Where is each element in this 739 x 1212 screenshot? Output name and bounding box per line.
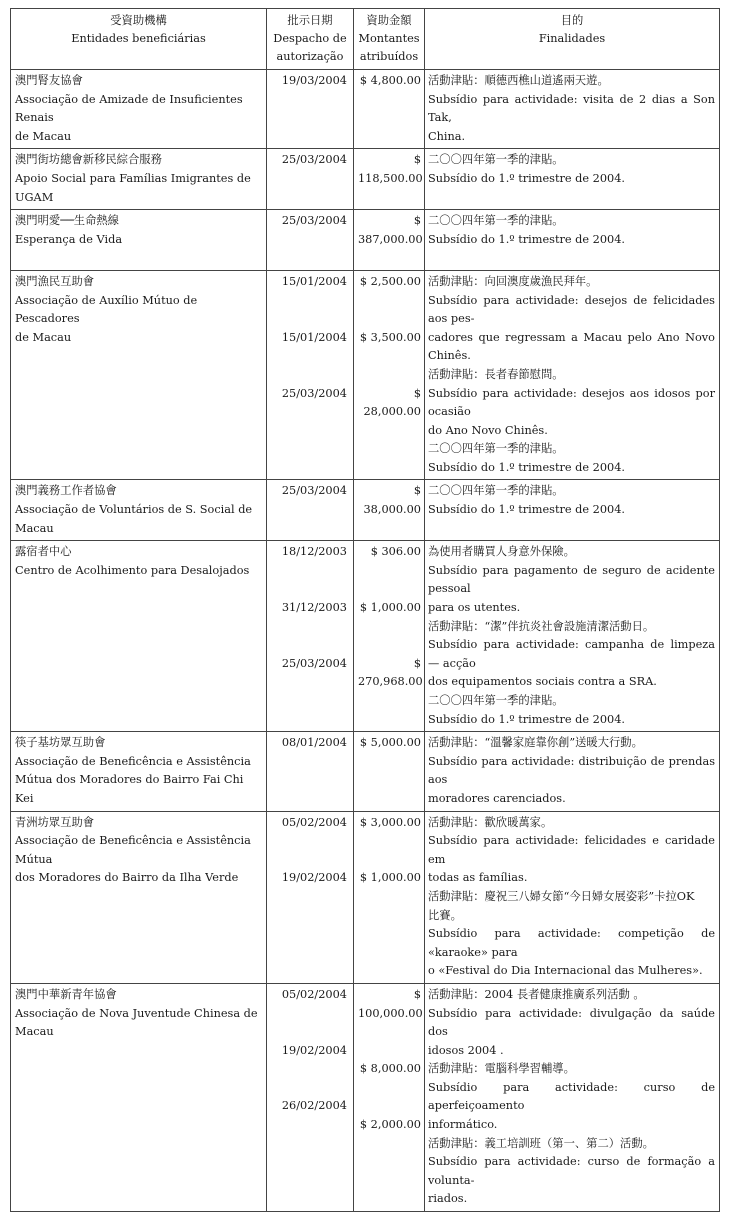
purpose-cell [425, 70, 720, 149]
entry-purpose-line: 活動津貼：向回澳度歲漁民拜年。 [428, 274, 598, 288]
subsidy-table [10, 8, 720, 1212]
header-entity-pt: Entidades beneficiárias [71, 32, 206, 45]
entry-date: 31/12/2003 [281, 601, 347, 615]
entry-purpose-line: 二〇〇四年第一季的津貼。 [428, 442, 564, 456]
entity-cell [11, 983, 267, 1211]
header-amount-pt1: Montantes [358, 32, 420, 45]
entry-date: 26/02/2004 [281, 1099, 347, 1113]
entry-date: 25/03/2004 [281, 484, 347, 498]
entry-purpose-line: Subsídio para pagamento de seguro de acidente pessoal [428, 563, 715, 596]
purpose-cell [425, 480, 720, 541]
entity-name-pt: dos Moradores do Bairro da Ilha Verde [15, 871, 239, 885]
amount-cell [354, 70, 425, 149]
entity-name-pt: Esperança de Vida [15, 232, 123, 246]
entry-purpose-line: Subsídio para actividade: felicidades e caridade em [428, 834, 715, 866]
entry-date: 05/02/2004 [281, 815, 347, 829]
entity-name-pt: Centro de Acolhimento para Desalojados [15, 563, 250, 577]
amount-cell [354, 811, 425, 983]
entry-purpose-line: Subsídio para actividade: visita de 2 dias a Son Tak, [428, 92, 715, 125]
entity-name-pt: Associação de Nova Juventude Chinesa de [15, 1006, 258, 1020]
entry-amount: $ 2,500.00 [359, 274, 421, 288]
entry-purpose-line: 活動津貼：“潔”伴抗炎社會設施清潔活動日。 [428, 619, 655, 633]
entity-name-zh: 澳門明愛──生命熱線 [15, 214, 119, 228]
entry-purpose-line: Subsídio do 1.º trimestre de 2004. [428, 712, 626, 726]
entity-cell [11, 732, 267, 811]
entry-amount: $ 8,000.00 [359, 1062, 421, 1076]
header-purpose [425, 9, 720, 70]
header-purpose-pt: Finalidades [538, 32, 606, 45]
entry-date: 25/03/2004 [281, 153, 347, 167]
entry-purpose-line: Subsídio para actividade: distribuição de prendas aos [428, 754, 715, 787]
entity-name-pt: Mútua dos Moradores do Bairro Fai Chi Kei [15, 773, 244, 805]
entity-name-pt: Associação de Beneficência e Assistência Mútua [15, 834, 251, 866]
entity-name-pt: Macau [15, 1025, 54, 1039]
entry-purpose-line: China. [428, 129, 466, 143]
table-row [11, 732, 720, 811]
date-cell [267, 270, 354, 480]
entry-amount: $ 2,000.00 [359, 1118, 421, 1132]
purpose-cell [425, 811, 720, 983]
entity-name-zh: 露宿者中心 [15, 545, 72, 559]
header-amount [354, 9, 425, 70]
entry-purpose-line: Subsídio para actividade: desejos aos idosos por ocasião [428, 386, 715, 419]
entry-purpose-line: Subsídio do 1.º trimestre de 2004. [428, 503, 626, 517]
header-date-pt2: autorização [276, 50, 344, 63]
entry-purpose-line: Subsídio para actividade: campanha de limpeza — acção [428, 638, 715, 670]
entry-purpose-line: 比賽。 [428, 908, 462, 922]
entity-name-zh: 澳門街坊總會新移民綜合服務 [15, 153, 162, 167]
table-row [11, 70, 720, 149]
table-body [11, 70, 720, 1212]
table-row [11, 149, 720, 210]
entry-purpose-line: cadores que regressam a Macau pelo Ano Novo Chinês. [428, 330, 715, 363]
entry-purpose-line: Subsídio do 1.º trimestre de 2004. [428, 460, 626, 474]
purpose-cell [425, 270, 720, 480]
entry-purpose-line: 二〇〇四年第一季的津貼。 [428, 694, 564, 707]
entry-purpose-line: 活動津貼：2004 長者健康推廣系列活動 。 [428, 987, 645, 1001]
entry-amount: $ 3,000.00 [359, 815, 421, 829]
entry-purpose-line: todas as famílias. [428, 871, 528, 885]
entity-cell [11, 149, 267, 210]
entry-amount: $ 4,800.00 [359, 74, 421, 87]
date-cell [267, 210, 354, 271]
date-cell [267, 70, 354, 149]
entity-cell [11, 811, 267, 983]
entity-name-pt: Associação de Voluntários de S. Social de Macau [15, 503, 253, 535]
table-row [11, 210, 720, 271]
entry-purpose-line: Subsídio para actividade: divulgação da saúde dos [428, 1006, 715, 1039]
entry-purpose-line: moradores carenciados. [428, 791, 566, 805]
entry-purpose-line: Subsídio do 1.º trimestre de 2004. [428, 171, 626, 185]
entry-purpose-line: riados. [428, 1192, 468, 1206]
entry-date: 15/01/2004 [281, 330, 347, 344]
entity-name-pt: Associação de Amizade de Insuficientes Renais [15, 92, 243, 125]
entry-purpose-line: 活動津貼：長者春節慰問。 [428, 367, 564, 381]
entity-name-zh: 澳門義務工作者協會 [15, 484, 117, 498]
entry-purpose-line: 活動津貼：“溫馨家庭靠你創”送暖大行動。 [428, 736, 643, 750]
entry-purpose-line: informático. [428, 1118, 498, 1132]
entity-name-pt: Associação de Beneficência e Assistência [15, 754, 251, 768]
entry-amount: $ 3,500.00 [359, 330, 421, 344]
entry-purpose-line: Subsídio do 1.º trimestre de 2004. [428, 232, 626, 246]
header-amount-pt2: atribuídos [359, 50, 419, 63]
entry-date: 18/12/2003 [281, 545, 347, 559]
entry-purpose-line: para os utentes. [428, 601, 521, 615]
header-entity-zh: 受資助機構 [110, 14, 167, 27]
purpose-cell [425, 149, 720, 210]
entry-amount: $ 270,968.00 [358, 656, 423, 689]
entry-purpose-line: Subsídio para actividade: curso de aperfeiçoamento [428, 1080, 715, 1113]
header-amount-zh: 資助金額 [366, 14, 412, 27]
entry-purpose-line: dos equipamentos sociais contra a SRA. [428, 675, 657, 689]
amount-cell [354, 983, 425, 1211]
entity-name-zh: 筷子基坊眾互助會 [15, 736, 106, 750]
amount-cell [354, 149, 425, 210]
date-cell [267, 983, 354, 1211]
entity-name-pt: de Macau [15, 330, 72, 344]
entity-name-zh: 澳門中華新青年協會 [15, 987, 117, 1001]
date-cell [267, 811, 354, 983]
entry-purpose-line: 二〇〇四年第一季的津貼。 [428, 214, 564, 228]
entity-name-pt: Apoio Social para Famílias Imigrantes de UGAM [15, 171, 251, 204]
amount-cell [354, 210, 425, 271]
entry-purpose-line: o «Festival do Dia Internacional das Mulheres». [428, 964, 703, 978]
table-row [11, 480, 720, 541]
entry-purpose-line: do Ano Novo Chinês. [428, 423, 548, 437]
entry-purpose-line: 活動津貼：順德西樵山道遙兩天遊。 [428, 74, 609, 87]
table-row [11, 811, 720, 983]
entry-purpose-line: 二〇〇四年第一季的津貼。 [428, 153, 564, 167]
amount-cell [354, 541, 425, 732]
header-date-pt1: Despacho de [273, 32, 347, 45]
entry-purpose-line: 活動津貼：歡欣暖萬家。 [428, 815, 553, 829]
amount-cell [354, 732, 425, 811]
purpose-cell [425, 983, 720, 1211]
header-date [267, 9, 354, 70]
entry-date: 08/01/2004 [281, 736, 347, 750]
entry-amount: $ 387,000.00 [358, 214, 423, 246]
entry-date: 19/03/2004 [281, 74, 347, 87]
amount-cell [354, 270, 425, 480]
entry-purpose-line: Subsídio para actividade: curso de formação a volunta- [428, 1155, 715, 1187]
entry-purpose-line: 活動津貼：電腦科學習輔導。 [428, 1062, 575, 1076]
entity-name-zh: 澳門漁民互助會 [15, 274, 95, 288]
entry-purpose-line: 活動津貼：慶祝三八婦女節“今日婦女展姿彩”卡拉OK [428, 889, 695, 903]
date-cell [267, 541, 354, 732]
entry-amount: $ 5,000.00 [359, 736, 421, 750]
date-cell [267, 732, 354, 811]
entry-purpose-line: 為使用者購買人身意外保險。 [428, 545, 575, 559]
purpose-cell [425, 541, 720, 732]
table-header-row [11, 9, 720, 70]
entry-purpose-line: Subsídio para actividade: desejos de felicidades aos pes- [428, 293, 715, 326]
entry-amount: $ 100,000.00 [358, 987, 423, 1020]
purpose-cell [425, 210, 720, 271]
entry-date: 15/01/2004 [281, 274, 347, 288]
entity-name-pt: Associação de Auxílio Mútuo de Pescadores [15, 293, 198, 326]
entry-amount: $ 28,000.00 [363, 386, 421, 419]
entity-cell [11, 480, 267, 541]
date-cell [267, 149, 354, 210]
table-row [11, 983, 720, 1211]
entry-amount: $ 38,000.00 [363, 484, 421, 517]
header-entity [11, 9, 267, 70]
amount-cell [354, 480, 425, 541]
header-purpose-zh: 目的 [560, 14, 584, 27]
entry-date: 05/02/2004 [281, 987, 347, 1001]
entry-purpose-line: 二〇〇四年第一季的津貼。 [428, 484, 564, 498]
entity-name-zh: 澳門腎友協會 [15, 74, 83, 87]
entry-purpose-line: Subsídio para actividade: competição de «karaoke» para [428, 927, 715, 959]
table-row [11, 270, 720, 480]
entry-date: 19/02/2004 [281, 1043, 347, 1057]
entry-purpose-line: 活動津貼：義工培訓班（第一、第二）活動。 [428, 1136, 654, 1150]
entry-amount: $ 1,000.00 [359, 601, 421, 615]
entry-purpose-line: idosos 2004 . [428, 1043, 504, 1057]
entity-name-zh: 青洲坊眾互助會 [15, 815, 95, 829]
header-date-zh: 批示日期 [287, 14, 333, 27]
entity-name-pt: de Macau [15, 129, 72, 143]
entry-amount: $ 1,000.00 [359, 871, 421, 885]
entry-date: 25/03/2004 [281, 214, 347, 228]
date-cell [267, 480, 354, 541]
entity-cell [11, 541, 267, 732]
entry-amount: $ 118,500.00 [358, 153, 423, 185]
entity-cell [11, 270, 267, 480]
entry-date: 19/02/2004 [281, 871, 347, 885]
entity-cell [11, 210, 267, 271]
entry-date: 25/03/2004 [281, 386, 347, 400]
entry-date: 25/03/2004 [281, 656, 347, 670]
entry-amount: $ 306.00 [370, 545, 421, 559]
entity-cell [11, 70, 267, 149]
table-row [11, 541, 720, 732]
purpose-cell [425, 732, 720, 811]
